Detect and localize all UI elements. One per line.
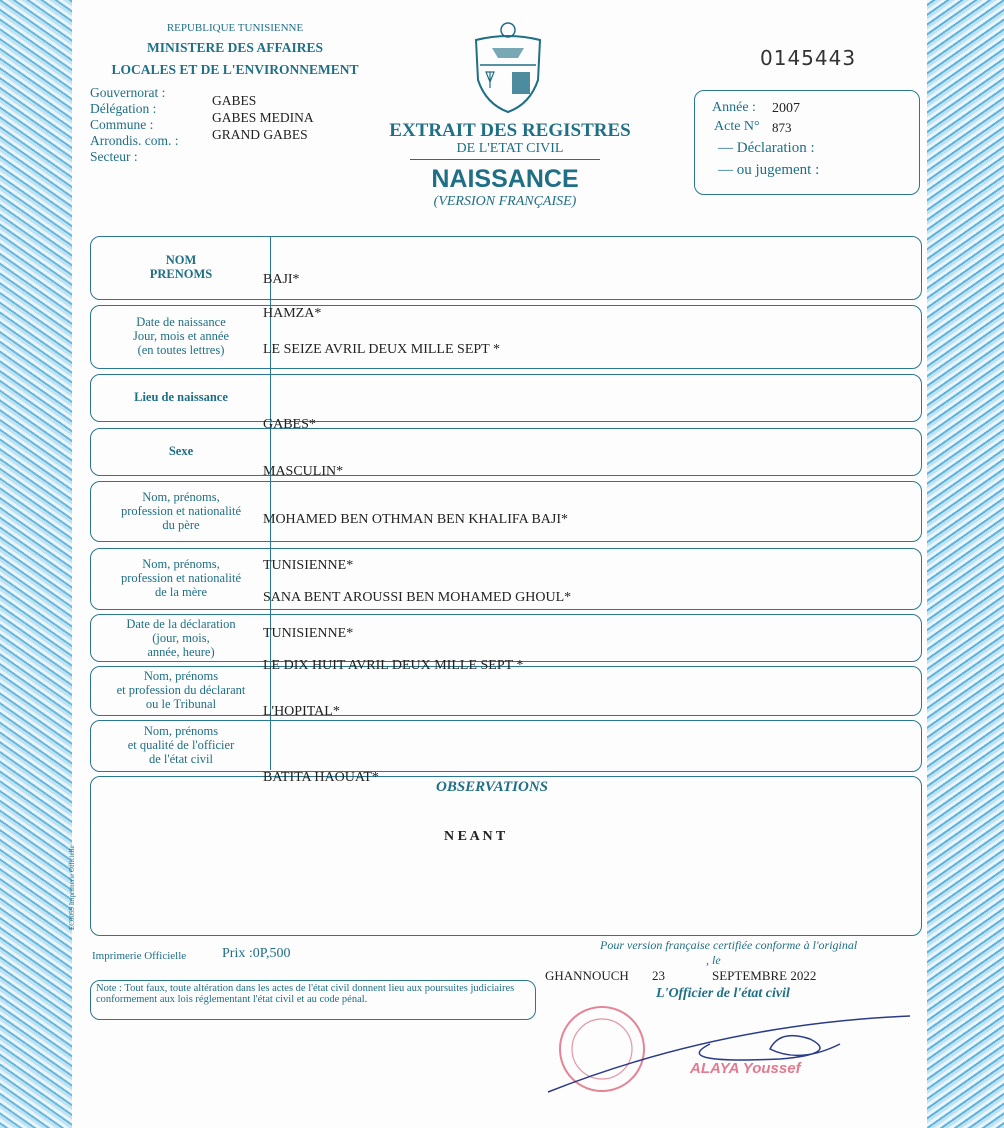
acte-label: Acte N° (714, 119, 760, 134)
title-naissance: NAISSANCE (431, 165, 579, 193)
value-date-naissance: LE SEIZE AVRIL DEUX MILLE SEPT * (263, 342, 500, 357)
label-lieu-naissance: Lieu de naissance (134, 390, 228, 404)
title-version: (VERSION FRANÇAISE) (433, 194, 577, 209)
value-gouvernorat: GABES (212, 93, 257, 108)
legal-note: Note : Tout faux, toute altération dans les actes de l'état civil donnent lieu aux poursuites judiciaires conformement aux lois réglementant l'état civil et au code pénal. (96, 983, 515, 1005)
label-sexe: Sexe (168, 444, 194, 458)
label-pere: Nom, prénoms, profession et nationalité du père (120, 489, 242, 532)
jugement-label: — ou jugement : (718, 162, 820, 178)
label-mere: Nom, prénoms, profession et nationalité de la mère (120, 557, 242, 599)
label-date-declaration: Date de la déclaration (jour, mois, année, heure) (126, 617, 236, 659)
decorative-border-right (920, 0, 1004, 1128)
label-gouvernorat: Gouvernorat : (90, 85, 166, 100)
serial-number: 0145443 (760, 46, 857, 70)
value-mere: SANA BENT AROUSSI BEN MOHAMED GHOUL* (263, 590, 572, 605)
value-date-declaration: LE DIX HUIT AVRIL DEUX MILLE SEPT * (263, 658, 524, 673)
value-lieu: GABES* (263, 417, 316, 432)
admin-labels (90, 85, 179, 165)
annee-label: Année : (712, 100, 756, 115)
title-divider (410, 159, 600, 160)
label-nom-prenoms: NOM PRENOMS (149, 253, 213, 281)
printer-label: Imprimerie Officielle (92, 950, 187, 962)
title-extrait: EXTRAIT DES REGISTRES (389, 120, 631, 141)
observations-value: N E A N T (444, 829, 506, 844)
annee-value: 2007 (772, 101, 800, 116)
label-delegation: Délégation : (90, 101, 157, 116)
republic-heading: REPUBLIQUE TUNISIENNE (166, 22, 304, 34)
ministry-line2: LOCALES ET DE L'ENVIRONNEMENT (111, 62, 359, 77)
acte-value: 873 (772, 120, 792, 135)
observations-box (90, 776, 922, 936)
label-date-naissance: Date de naissance Jour, mois et année (en toutes lettres) (132, 315, 229, 357)
value-commune: GRAND GABES (212, 127, 308, 142)
value-sexe: MASCULIN* (263, 464, 344, 479)
officer-name-stamp: ALAYA Youssef (690, 1060, 801, 1077)
ministry-line1: MINISTERE DES AFFAIRES (146, 40, 324, 55)
issue-day: 23 (652, 968, 665, 983)
value-nom: BAJI* (263, 272, 300, 287)
label-arrondissement: Arrondis. com. : (90, 133, 179, 148)
value-pere: MOHAMED BEN OTHMAN BEN KHALIFA BAJI* (263, 512, 569, 527)
price-label: Prix :0P,500 (222, 946, 291, 961)
officer-title: L'Officier de l'état civil (656, 986, 790, 1001)
value-delegation: GABES MEDINA (212, 110, 314, 125)
value-declarant: L'HOPITAL* (263, 704, 340, 719)
label-officier: Nom, prénoms et qualité de l'officier de l'état civil (127, 724, 235, 766)
value-officier: BATITA HAOUAT* (263, 770, 379, 785)
decorative-border-left (0, 0, 82, 1128)
le-text: , le (706, 953, 721, 967)
value-prenom: HAMZA* (263, 306, 322, 321)
observations-title: OBSERVATIONS (436, 779, 548, 795)
value-mere-nationalite: TUNISIENNE* (263, 626, 354, 641)
issue-place: GHANNOUCH (545, 968, 629, 983)
value-pere-nationalite: TUNISIENNE* (263, 558, 354, 573)
side-print-code: EC0059 Imprimerie Officielle (68, 845, 76, 930)
label-declarant: Nom, prénoms et profession du déclarant ou le Tribunal (116, 669, 246, 711)
title-etat-civil: DE L'ETAT CIVIL (456, 141, 564, 156)
coat-of-arms-emblem (470, 20, 546, 114)
label-commune: Commune : (90, 117, 154, 132)
certified-text: Pour version française certifiée conforme à l'original (600, 938, 858, 952)
declaration-label: — Déclaration : (718, 140, 815, 156)
issue-month-year: SEPTEMBRE 2022 (712, 968, 817, 983)
stamp-and-signature (540, 1004, 920, 1104)
label-secteur: Secteur : (90, 149, 138, 164)
admin-values (212, 92, 314, 143)
